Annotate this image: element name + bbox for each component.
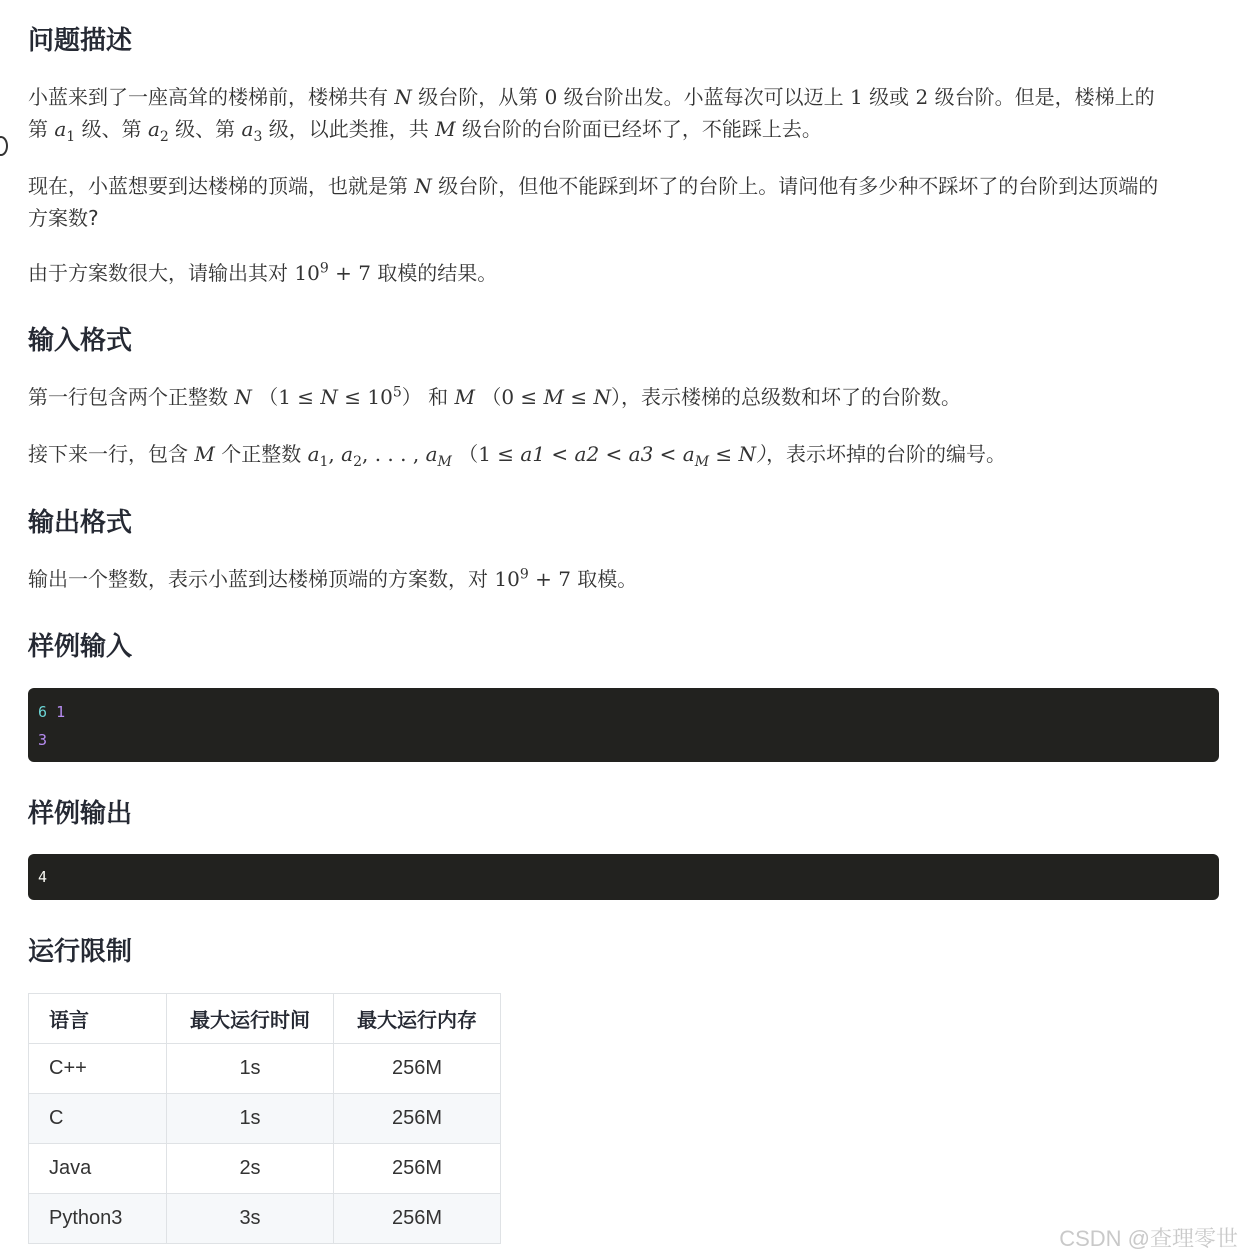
cell-time: 1s (167, 1094, 334, 1144)
code-line: 4 (38, 868, 48, 886)
table-row (29, 1044, 501, 1094)
header-max-memory: 最大运行内存 (334, 994, 501, 1044)
code-line: 3 (38, 731, 48, 749)
output-line-1: 输出一个整数，表示小蓝到达楼梯顶端的方案数，对 $10^9 + 7$ 取模。 (28, 566, 638, 591)
sample-input-title: 样例输入 (28, 632, 133, 662)
cell-memory: 256M (334, 1044, 501, 1094)
cell-language: C++ (29, 1044, 167, 1094)
input-line-1: 第一行包含两个正整数 N $(1 \le N \le 10^5)$ 和 M （0 ≤ M ≤ N），表示楼梯的总级数和坏了的台阶数。 (28, 384, 961, 409)
watermark: CSDN @查理零世 (1059, 1226, 1238, 1251)
cell-language: C (29, 1094, 167, 1144)
code-line: 6 1 (38, 703, 66, 721)
cell-memory: 256M (334, 1144, 501, 1194)
table-row (29, 1144, 501, 1194)
limits-table (28, 993, 501, 1244)
cell-time: 1s (167, 1044, 334, 1094)
output-title: 输出格式 (28, 508, 133, 538)
cell-memory: 256M (334, 1194, 501, 1244)
table-row (29, 1194, 501, 1244)
cell-memory: 256M (334, 1094, 501, 1144)
description-title: 问题描述 (28, 26, 133, 56)
cell-language: Python3 (29, 1194, 167, 1244)
limits-title: 运行限制 (28, 937, 133, 967)
cell-time: 2s (167, 1144, 334, 1194)
table-row (29, 1094, 501, 1144)
sample-input-code-block[interactable] (28, 688, 1219, 762)
description-paragraph-2: 现在，小蓝想要到达楼梯的顶端，也就是第 N 级台阶，但他不能踩到坏了的台阶上。请问他有多少种不踩坏了的台阶到达顶端的 方案数? (28, 174, 1159, 230)
table-header-row (29, 994, 501, 1044)
input-title: 输入格式 (28, 326, 133, 356)
input-line-2: 接下来一行，包含 M 个正整数 $a_1$, $a_2$, . . . , $a_M$ $(1 \le a1 < a2 < a3 < a_M \le N)$，表示坏掉的台阶的编号。 (28, 442, 1007, 470)
cell-time: 3s (167, 1194, 334, 1244)
sample-output-code-block[interactable] (28, 854, 1219, 900)
sample-output-title: 样例输出 (28, 799, 133, 829)
header-max-time: 最大运行时间 (167, 994, 334, 1044)
description-paragraph-1: 小蓝来到了一座高耸的楼梯前，楼梯共有 N 级台阶，从第 0 级台阶出发。小蓝每次可以迈上 1 级或 2 级台阶。但是，楼梯上的 第 $a_1$ 级、第 $a_2$ 级、第 $a_3$ 级，以此类推，共 M 级台阶的台阶面已经坏了，不能踩上去。 (28, 85, 1155, 145)
header-language: 语言 (29, 994, 167, 1044)
left-edge-handle (0, 136, 8, 156)
cell-language: Java (29, 1144, 167, 1194)
description-paragraph-3: 由于方案数很大，请输出其对 $10^9 + 7$ 取模的结果。 (28, 260, 498, 285)
